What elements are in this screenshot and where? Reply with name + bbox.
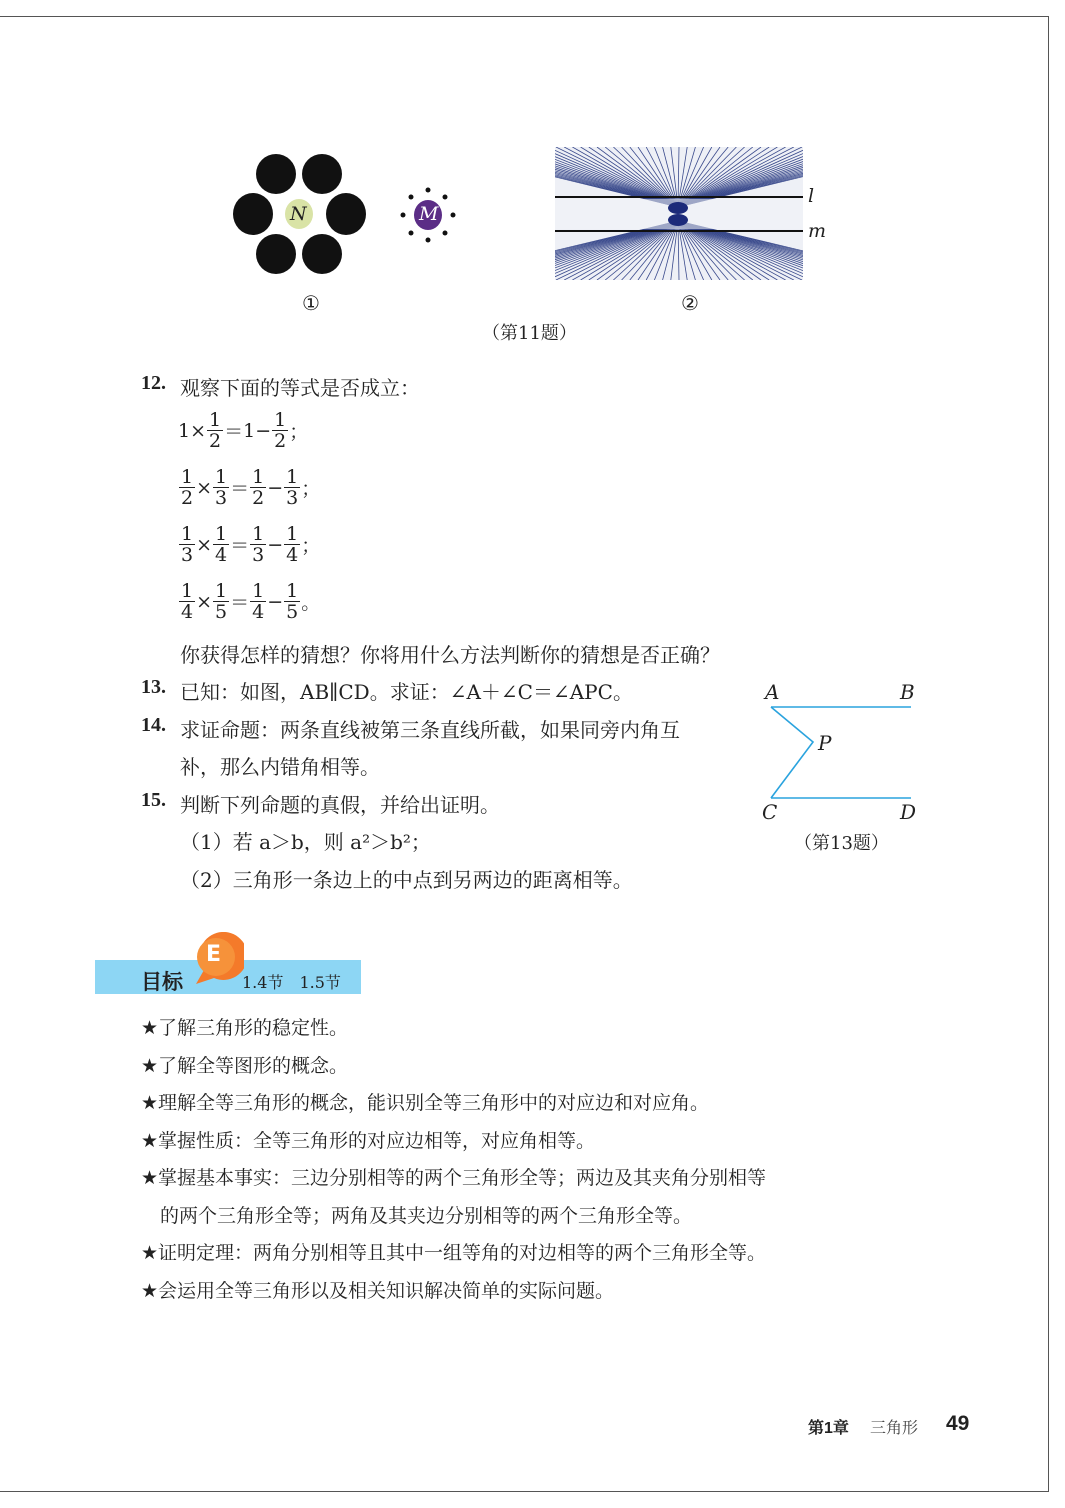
fraction bbox=[250, 467, 266, 508]
equation: $\frac{1}{2}$ × $\frac{1}{3}$ ＝ $\frac{1}{2}$ − $\frac{1}{3}$ ； bbox=[181, 466, 321, 509]
point-B: B bbox=[900, 680, 915, 704]
denominator: 4 bbox=[252, 601, 265, 623]
q13-number: 13. bbox=[141, 676, 166, 698]
numerator: 1 bbox=[252, 580, 265, 602]
equation: $\frac{1}{4}$ × $\frac{1}{5}$ ＝ $\frac{1}{4}$ − $\frac{1}{5}$ 。 bbox=[181, 580, 321, 623]
goal-item: 的两个三角形全等；两角及其夹边分别相等的两个三角形全等。 bbox=[141, 1204, 693, 1227]
denominator: 5 bbox=[286, 601, 299, 623]
numerator: 1 bbox=[181, 466, 194, 488]
equation: $\frac{1}{3}$ × $\frac{1}{4}$ ＝ $\frac{1}{3}$ − $\frac{1}{4}$ ； bbox=[181, 523, 321, 566]
punct: ； bbox=[301, 478, 321, 500]
q12-question: 你获得怎样的猜想？你将用什么方法判断你的猜想是否正确？ bbox=[180, 643, 720, 667]
denominator: 4 bbox=[286, 544, 299, 566]
denominator: 2 bbox=[274, 430, 287, 452]
figure-label-1: ① bbox=[302, 291, 320, 315]
fraction bbox=[272, 410, 288, 451]
numerator: 1 bbox=[215, 523, 228, 545]
goal-item: ★理解全等三角形的概念，能识别全等三角形中的对应边和对应角。 bbox=[141, 1092, 710, 1114]
goal-item: ★了解全等图形的概念。 bbox=[141, 1054, 349, 1077]
label-m: m bbox=[808, 220, 827, 242]
denominator: 3 bbox=[215, 487, 228, 509]
goal-item: ★了解三角形的稳定性。 bbox=[141, 1017, 349, 1039]
q14-number: 14. bbox=[141, 714, 166, 736]
fraction bbox=[179, 581, 195, 622]
numerator: 1 bbox=[252, 523, 265, 545]
q15-text: 判断下列命题的真假，并给出证明。 bbox=[180, 793, 500, 817]
point-C: C bbox=[762, 800, 778, 824]
goals-sections: 1.4节 1.5节 bbox=[242, 973, 341, 992]
numerator: 1 bbox=[181, 580, 194, 602]
page-number: 49 bbox=[946, 1412, 970, 1435]
q14-line1: 求证命题：两条直线被第三条直线所截，如果同旁内角互 bbox=[180, 718, 680, 742]
goal-item: ★证明定理：两角分别相等且其中一组等角的对边相等的两个三角形全等。 bbox=[141, 1242, 767, 1264]
q12-number: 12. bbox=[141, 372, 166, 394]
fraction bbox=[213, 524, 229, 565]
figure-11-2 bbox=[555, 147, 803, 280]
denominator: 2 bbox=[209, 430, 222, 452]
denominator: 3 bbox=[181, 544, 194, 566]
numerator: 1 bbox=[286, 523, 299, 545]
fraction bbox=[250, 524, 266, 565]
q15-number: 15. bbox=[141, 789, 166, 811]
denominator: 2 bbox=[181, 487, 194, 509]
denominator: 5 bbox=[215, 601, 228, 623]
label-N: N bbox=[290, 203, 307, 225]
numerator: 1 bbox=[209, 409, 222, 431]
denominator: 4 bbox=[181, 601, 194, 623]
point-P: P bbox=[818, 731, 832, 755]
whole-number: 1 bbox=[243, 419, 256, 442]
fraction bbox=[250, 581, 266, 622]
numerator: 1 bbox=[215, 580, 228, 602]
q15-part2: （2）三角形一条边上的中点到另两边的距离相等。 bbox=[180, 868, 633, 892]
figure-11-caption: （第11题） bbox=[482, 323, 577, 344]
point-D: D bbox=[900, 800, 917, 824]
goal-item: ★掌握基本事实：三边分别相等的两个三角形全等；两边及其夹角分别相等 bbox=[141, 1167, 767, 1189]
denominator: 3 bbox=[252, 544, 265, 566]
goal-item: ★掌握性质：全等三角形的对应边相等，对应角相等。 bbox=[141, 1129, 596, 1152]
numerator: 1 bbox=[286, 580, 299, 602]
fraction bbox=[213, 467, 229, 508]
fraction bbox=[284, 467, 300, 508]
numerator: 1 bbox=[286, 466, 299, 488]
q13-text: 已知：如图，AB∥CD。求证：∠A＋∠C＝∠APC。 bbox=[180, 680, 633, 704]
fraction bbox=[284, 524, 300, 565]
punct: 。 bbox=[301, 592, 321, 614]
figure-label-2: ② bbox=[681, 291, 699, 315]
numerator: 1 bbox=[215, 466, 228, 488]
footer-chapter: 第1章 bbox=[808, 1420, 849, 1437]
whole-number: 1 bbox=[178, 419, 191, 442]
label-M: M bbox=[419, 203, 439, 225]
numerator: 1 bbox=[181, 523, 194, 545]
q15-part1: （1）若 a＞b，则 a²＞b²； bbox=[180, 830, 431, 854]
point-A: A bbox=[765, 680, 780, 704]
denominator: 2 bbox=[252, 487, 265, 509]
punct: ； bbox=[301, 535, 321, 557]
fraction bbox=[179, 524, 195, 565]
figure-13-caption: （第13题） bbox=[794, 833, 889, 854]
goal-item: ★会运用全等三角形以及相关知识解决简单的实际问题。 bbox=[141, 1279, 615, 1302]
fraction bbox=[284, 581, 300, 622]
q12-text: 观察下面的等式是否成立： bbox=[180, 376, 420, 400]
numerator: 1 bbox=[274, 409, 287, 431]
footer-chapter-title: 三角形 bbox=[870, 1420, 919, 1437]
goals-title: 目标 bbox=[141, 970, 183, 994]
numerator: 1 bbox=[252, 466, 265, 488]
fraction bbox=[207, 410, 223, 451]
goals-badge-letter: E bbox=[206, 942, 222, 967]
fraction bbox=[213, 581, 229, 622]
q14-line2: 补，那么内错角相等。 bbox=[180, 755, 380, 779]
denominator: 3 bbox=[286, 487, 299, 509]
fraction bbox=[179, 467, 195, 508]
equation: 1 × $\frac{1}{2}$ ＝ 1 − $\frac{1}{2}$ ； bbox=[178, 409, 309, 452]
figure-13 bbox=[760, 700, 920, 805]
denominator: 4 bbox=[215, 544, 228, 566]
label-l: l bbox=[808, 185, 815, 207]
punct: ； bbox=[289, 421, 309, 443]
